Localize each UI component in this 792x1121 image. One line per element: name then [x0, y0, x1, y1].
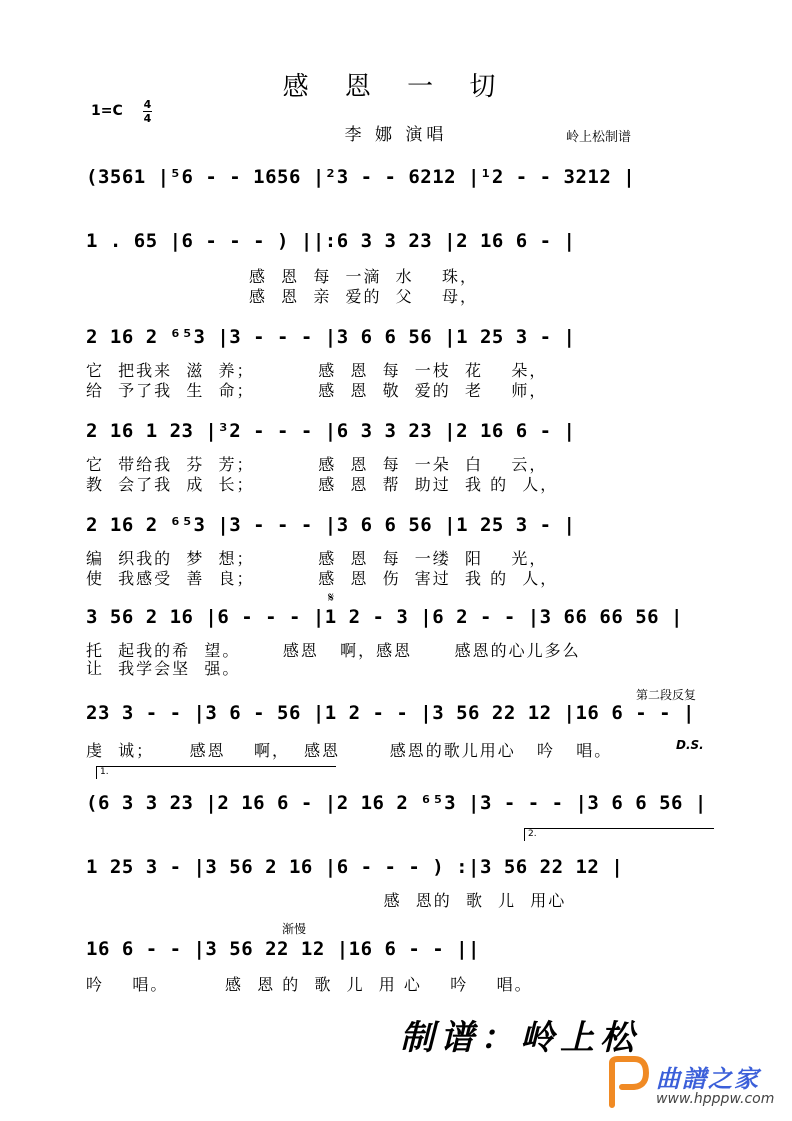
lyric-verse-2: 教 会了我 成 长； 感 恩 帮 助过 我 的 人，: [86, 475, 559, 494]
lyric-verse-1: 虔 诚； 感恩 啊， 感恩 感恩的歌儿用心 吟 唱。: [86, 741, 613, 760]
notation: (6 3 3 23 |2 16 6 - |2 16 2 ⁶⁵3 |3 - - - |3 6 6 56 |: [86, 792, 707, 814]
notation: 3 56 2 16 |6 - - - |1 2 - 3 |6 2 - - |3 66 66 56 |: [86, 606, 683, 628]
score-line-8: [0, 792, 792, 826]
ds-marking: D.S.: [676, 738, 704, 752]
logo-url: www.hpppw.com: [656, 1091, 775, 1107]
score-line-3: [0, 326, 792, 360]
notation: 2 16 1 23 |³2 - - - |6 3 3 23 |2 16 6 - |: [86, 420, 576, 442]
notation: (3561 |⁵6 - - 1656 |²3 - - 6212 |¹2 - - 3212 |: [86, 166, 636, 188]
time-signature-bottom: 4: [143, 112, 152, 125]
lyric-verse-2: 使 我感受 善 良； 感 恩 伤 害过 我 的 人，: [86, 569, 559, 588]
volta-2: 2.: [524, 828, 714, 841]
second-repeat-remark: 第二段反复: [636, 688, 697, 702]
logo-text: 曲譜之家: [656, 1065, 760, 1093]
notation: 2 16 2 ⁶⁵3 |3 - - - |3 6 6 56 |1 25 3 - |: [86, 326, 576, 348]
notation: 16 6 - - |3 56 22 12 |16 6 - - ||: [86, 938, 480, 960]
lyric-verse-2: 给 予了我 生 命； 感 恩 敬 爱的 老 师，: [86, 381, 548, 400]
score-line-4: [0, 420, 792, 454]
arranger-credit: 岭上松制谱: [566, 130, 632, 145]
lyric-verse-1: 吟 唱。 感 恩 的 歌 儿 用 心 吟 唱。: [86, 975, 533, 994]
site-logo[interactable]: [604, 1055, 784, 1115]
song-title: 感 恩 一 切: [282, 72, 510, 102]
score-line-1: [0, 166, 792, 200]
score-line-10: [0, 938, 792, 972]
lyric-verse-1: 感 恩的 歌 儿 用心: [86, 891, 567, 910]
key-signature: 1=C: [91, 103, 123, 119]
score-line-5: [0, 514, 792, 548]
lyric-verse-1: 它 把我来 滋 养； 感 恩 每 一枝 花 朵，: [86, 361, 548, 380]
singer-credit: 李 娜 演唱: [344, 125, 448, 145]
score-line-2: [0, 230, 792, 264]
lyric-verse-1: 它 带给我 芬 芳； 感 恩 每 一朵 白 云，: [86, 455, 548, 474]
volta-1: 1.: [96, 766, 336, 779]
lyric-verse-2: 感 恩 亲 爱的 父 母，: [86, 287, 479, 306]
score-line-6: [0, 606, 792, 640]
slow-marking: 渐慢: [282, 922, 307, 936]
score-line-7: [0, 702, 792, 736]
segno-sign: 𝄋: [328, 590, 335, 606]
logo-icon: [604, 1055, 650, 1111]
lyric-verse-1: 托 起我的希 望。 感恩 啊，感恩 感恩的心儿多么: [86, 641, 581, 660]
signature: 制谱：岭上松: [400, 1018, 640, 1058]
lyric-verse-1: 感 恩 每 一滴 水 珠，: [86, 267, 479, 286]
lyric-verse-2: 让 我学会坚 强。: [86, 659, 241, 678]
notation: 2 16 2 ⁶⁵3 |3 - - - |3 6 6 56 |1 25 3 - |: [86, 514, 576, 536]
notation: 1 . 65 |6 - - - ) ||:6 3 3 23 |2 16 6 - |: [86, 230, 576, 252]
lyric-verse-1: 编 织我的 梦 想； 感 恩 每 一缕 阳 光，: [86, 549, 548, 568]
time-signature-top: 4: [143, 98, 152, 111]
score-line-9: [0, 856, 792, 890]
notation: 23 3 - - |3 6 - 56 |1 2 - - |3 56 22 12 |16 6 - - |: [86, 702, 695, 724]
notation: 1 25 3 - |3 56 2 16 |6 - - - ) :|3 56 22 12 |: [86, 856, 624, 878]
